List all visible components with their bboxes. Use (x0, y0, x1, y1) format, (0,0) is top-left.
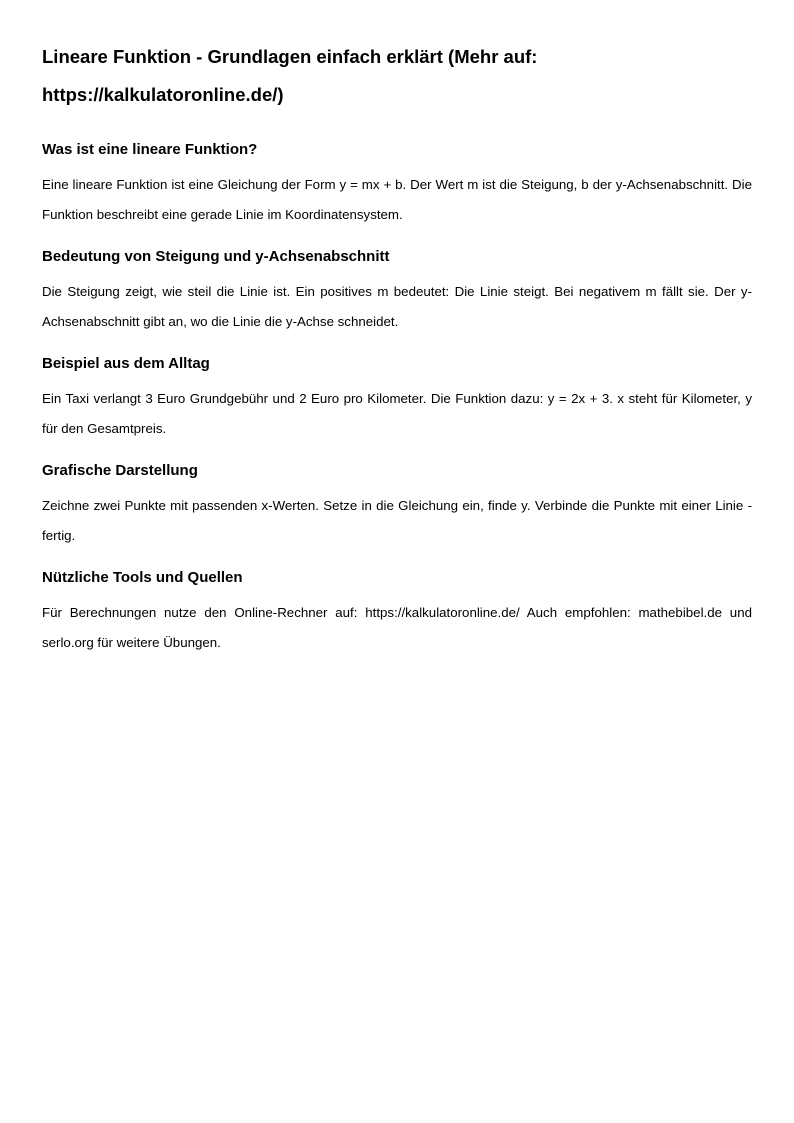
section-heading: Grafische Darstellung (42, 462, 198, 479)
section-body: Ein Taxi verlangt 3 Euro Grundgebühr und 2 Euro pro Kilometer. Die Funktion dazu: y = 2x + 3. x steht für Kilometer, y für den Gesamtpreis. (42, 391, 752, 436)
section-body: Eine lineare Funktion ist eine Gleichung der Form y = mx + b. Der Wert m ist die Steigung, b der y-Achsenabschnitt. Die Funktion beschreibt eine gerade Linie im Koordinatensystem. (42, 177, 752, 222)
section-heading: Beispiel aus dem Alltag (42, 355, 210, 372)
section-body: Für Berechnungen nutze den Online-Rechner auf: https://kalkulatoronline.de/ Auch empfohlen: mathebibel.de und serlo.org für weitere Übungen. (42, 605, 752, 650)
section-heading: Nützliche Tools und Quellen (42, 569, 243, 586)
section-heading: Bedeutung von Steigung und y-Achsenabschnitt (42, 248, 390, 265)
section-body: Die Steigung zeigt, wie steil die Linie ist. Ein positives m bedeutet: Die Linie steigt. Bei negativem m fällt sie. Der y-Achsenabschnitt gibt an, wo die Linie die y-Achse schneidet. (42, 284, 752, 329)
document-page (42, 38, 752, 658)
document-title: Lineare Funktion - Grundlagen einfach erklärt (Mehr auf: https://kalkulatoronline.de/) (42, 46, 538, 105)
section-body: Zeichne zwei Punkte mit passenden x-Werten. Setze in die Gleichung ein, finde y. Verbinde die Punkte mit einer Linie - fertig. (42, 498, 752, 543)
section-heading: Was ist eine lineare Funktion? (42, 141, 258, 158)
